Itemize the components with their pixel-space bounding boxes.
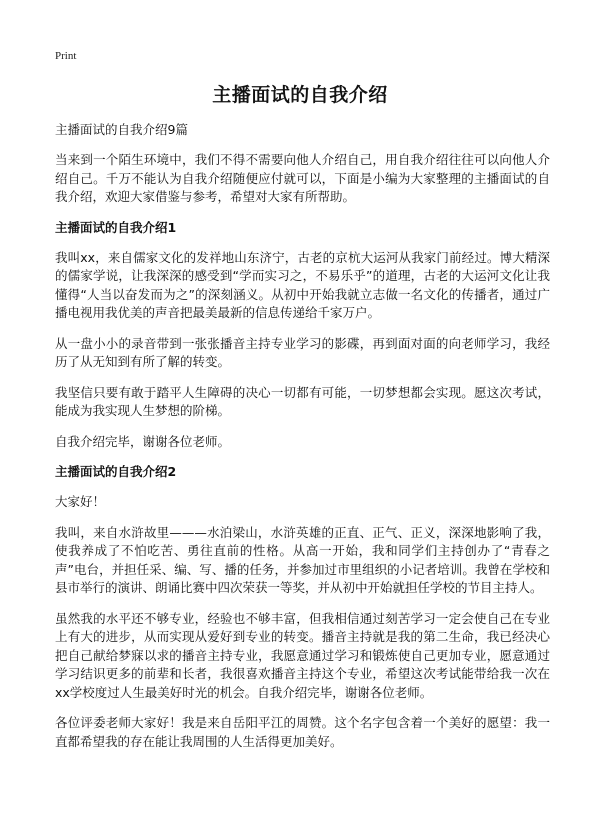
- paragraph: 我叫xx，来自儒家文化的发祥地山东济宁，古老的京杭大运河从我家门前经过。博大精深的儒家学说，让我深深的感受到“学而实习之，不易乐乎”的道理，古老的大运河文化让我懂得“人当以奋发而为之”的深刻涵义。从初中开始我就立志做一名文化的传播者，通过广播电视用我优美的声音把最美最新的信息传递给千家万户。: [55, 249, 550, 320]
- paragraph: 我叫，来自水浒故里———水泊梁山，水浒英雄的正直、正气、正义，深深地影响了我，使我养成了不怕吃苦、勇往直前的性格。从高一开始，我和同学们主持创办了“青春之声”电台，并担任采、编、写、播的任务，并参加过市里组织的小记者培训。我曾在学校和县市举行的演讲、朗诵比赛中四次荣获一等奖，并从初中开始就担任学校的节目主持人。: [55, 524, 550, 595]
- paragraph: 从一盘小小的录音带到一张张播音主持专业学习的影碟，再到面对面的向老师学习，我经历了从无知到有所了解的转变。: [55, 335, 550, 369]
- document-subtitle: 主播面试的自我介绍9篇: [55, 122, 188, 137]
- paragraph: 各位评委老师大家好！我是来自岳阳平江的周赞。这个名字包含着一个美好的愿望：我一直都希望我的存在能让我周围的人生活得更加美好。: [55, 715, 550, 749]
- print-link[interactable]: Print: [55, 50, 77, 62]
- paragraph: 自我介绍完毕，谢谢各位老师。: [55, 433, 231, 449]
- document-body: [55, 121, 550, 763]
- paragraph: 大家好！: [55, 494, 106, 509]
- paragraph: 虽然我的水平还不够专业，经验也不够丰富，但我相信通过刻苦学习一定会使自己在专业上有大的进步，从而实现从爱好到专业的转变。播音主持就是我的第二生命，我已经决心把自己献给梦寐以求的播音主持专业，我愿意通过学习和锻炼使自己更加专业，愿意通过学习结识更多的前辈和长者，我很喜欢播音主持这个专业，希望这次考试能带给我一次在xx学校度过人生最美好时光的机会。自我介绍完毕，谢谢各位老师。: [55, 610, 550, 700]
- section-heading-1: 主播面试的自我介绍1: [55, 219, 177, 235]
- intro-paragraph: 当来到一个陌生环境中，我们不得不需要向他人介绍自己，用自我介绍往往可以向他人介绍自己。千万不能认为自我介绍随便应付就可以，下面是小编为大家整理的主播面试的自我介绍，欢迎大家借鉴与参考，希望对大家有所帮助。: [55, 152, 550, 204]
- paragraph: 我坚信只要有敢于踏平人生障碍的决心一切都有可能，一切梦想都会实现。愿这次考试，能成为我实现人生梦想的阶梯。: [55, 384, 550, 418]
- page-title: 主播面试的自我介绍: [212, 84, 388, 106]
- section-heading-2: 主播面试的自我介绍2: [55, 464, 177, 479]
